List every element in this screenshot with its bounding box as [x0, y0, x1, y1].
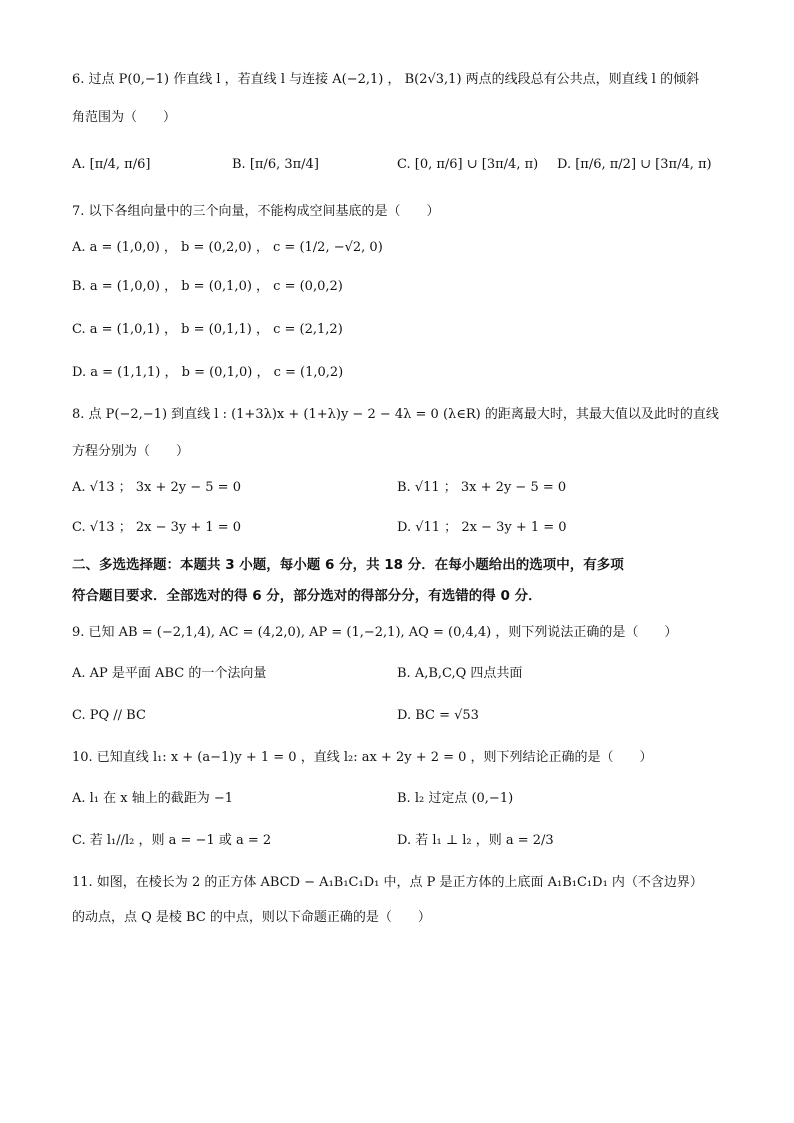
q6-option-c: C. [0, π/6] ∪ [3π/4, π) [397, 157, 539, 172]
q8-option-c: C. √13 ； 2x − 3y + 1 = 0 [72, 520, 242, 535]
q9-option-b: B. A,B,C,Q 四点共面 [397, 666, 523, 681]
q10-option-b: B. l₂ 过定点 (0,−1) [397, 791, 514, 806]
q7-option-c: C. a = (1,0,1) ， b = (0,1,1) ， c = (2,1,2) [72, 322, 343, 337]
q6-option-a: A. [π/4, π/6] [72, 157, 151, 172]
q8-stem-line2: 方程分别为（ ） [72, 444, 190, 459]
q10-option-c: C. 若 l₁//l₂ ，则 a = −1 或 a = 2 [72, 833, 272, 848]
q8-option-d: D. √11 ； 2x − 3y + 1 = 0 [397, 520, 567, 535]
section2-heading-line1: 二、多选选择题：本题共 3 小题，每小题 6 分，共 18 分．在每小题给出的选项中，有多项 [72, 557, 624, 573]
q6-stem-line2: 角范围为（ ） [72, 110, 177, 125]
q10-option-d: D. 若 l₁ ⊥ l₂ ，则 a = 2/3 [397, 833, 554, 848]
q8-stem-line1: 8. 点 P(−2,−1) 到直线 l : (1+3λ)x + (1+λ)y − 2 − 4λ = 0 (λ∈R) 的距离最大时，其最大值以及此时的直线 [72, 407, 719, 422]
q6-stem-line1: 6. 过点 P(0,−1) 作直线 l ，若直线 l 与连接 A(−2,1) ， B(2√3,1) 两点的线段总有公共点，则直线 l 的倾斜 [72, 72, 700, 87]
q9-option-a: A. AP 是平面 ABC 的一个法向量 [72, 666, 267, 681]
q11-stem-line2: 的动点，点 Q 是棱 BC 的中点，则以下命题正确的是（ ） [72, 910, 431, 925]
q6-option-d: D. [π/6, π/2] ∪ [3π/4, π) [557, 157, 712, 172]
q8-option-a: A. √13 ； 3x + 2y − 5 = 0 [72, 480, 241, 495]
q9-stem: 9. 已知 AB = (−2,1,4), AC = (4,2,0), AP = (1,−2,1), AQ = (0,4,4) ，则下列说法正确的是（ ） [72, 625, 678, 640]
q7-option-a: A. a = (1,0,0) ， b = (0,2,0) ， c = (1/2, −√2, 0) [72, 240, 383, 255]
q7-stem: 7. 以下各组向量中的三个向量，不能构成空间基底的是（ ） [72, 204, 440, 219]
q10-option-a: A. l₁ 在 x 轴上的截距为 −1 [72, 791, 234, 806]
q10-stem: 10. 已知直线 l₁: x + (a−1)y + 1 = 0 ，直线 l₂: ax + 2y + 2 = 0 ，则下列结论正确的是（ ） [72, 750, 653, 765]
q7-option-b: B. a = (1,0,0) ， b = (0,1,0) ， c = (0,0,2) [72, 279, 343, 294]
q8-option-b: B. √11 ； 3x + 2y − 5 = 0 [397, 480, 567, 495]
q9-option-d: D. BC = √53 [397, 708, 479, 723]
q9-option-c: C. PQ // BC [72, 708, 146, 723]
section2-heading-line2: 符合题目要求．全部选对的得 6 分，部分选对的得部分分，有选错的得 0 分． [72, 588, 542, 604]
q6-option-b: B. [π/6, 3π/4] [232, 157, 319, 172]
q11-stem-line1: 11. 如图，在棱长为 2 的正方体 ABCD − A₁B₁C₁D₁ 中，点 P 是正方体的上底面 A₁B₁C₁D₁ 内（不含边界） [72, 875, 703, 890]
q7-option-d: D. a = (1,1,1) ， b = (0,1,0) ， c = (1,0,2) [72, 365, 344, 380]
